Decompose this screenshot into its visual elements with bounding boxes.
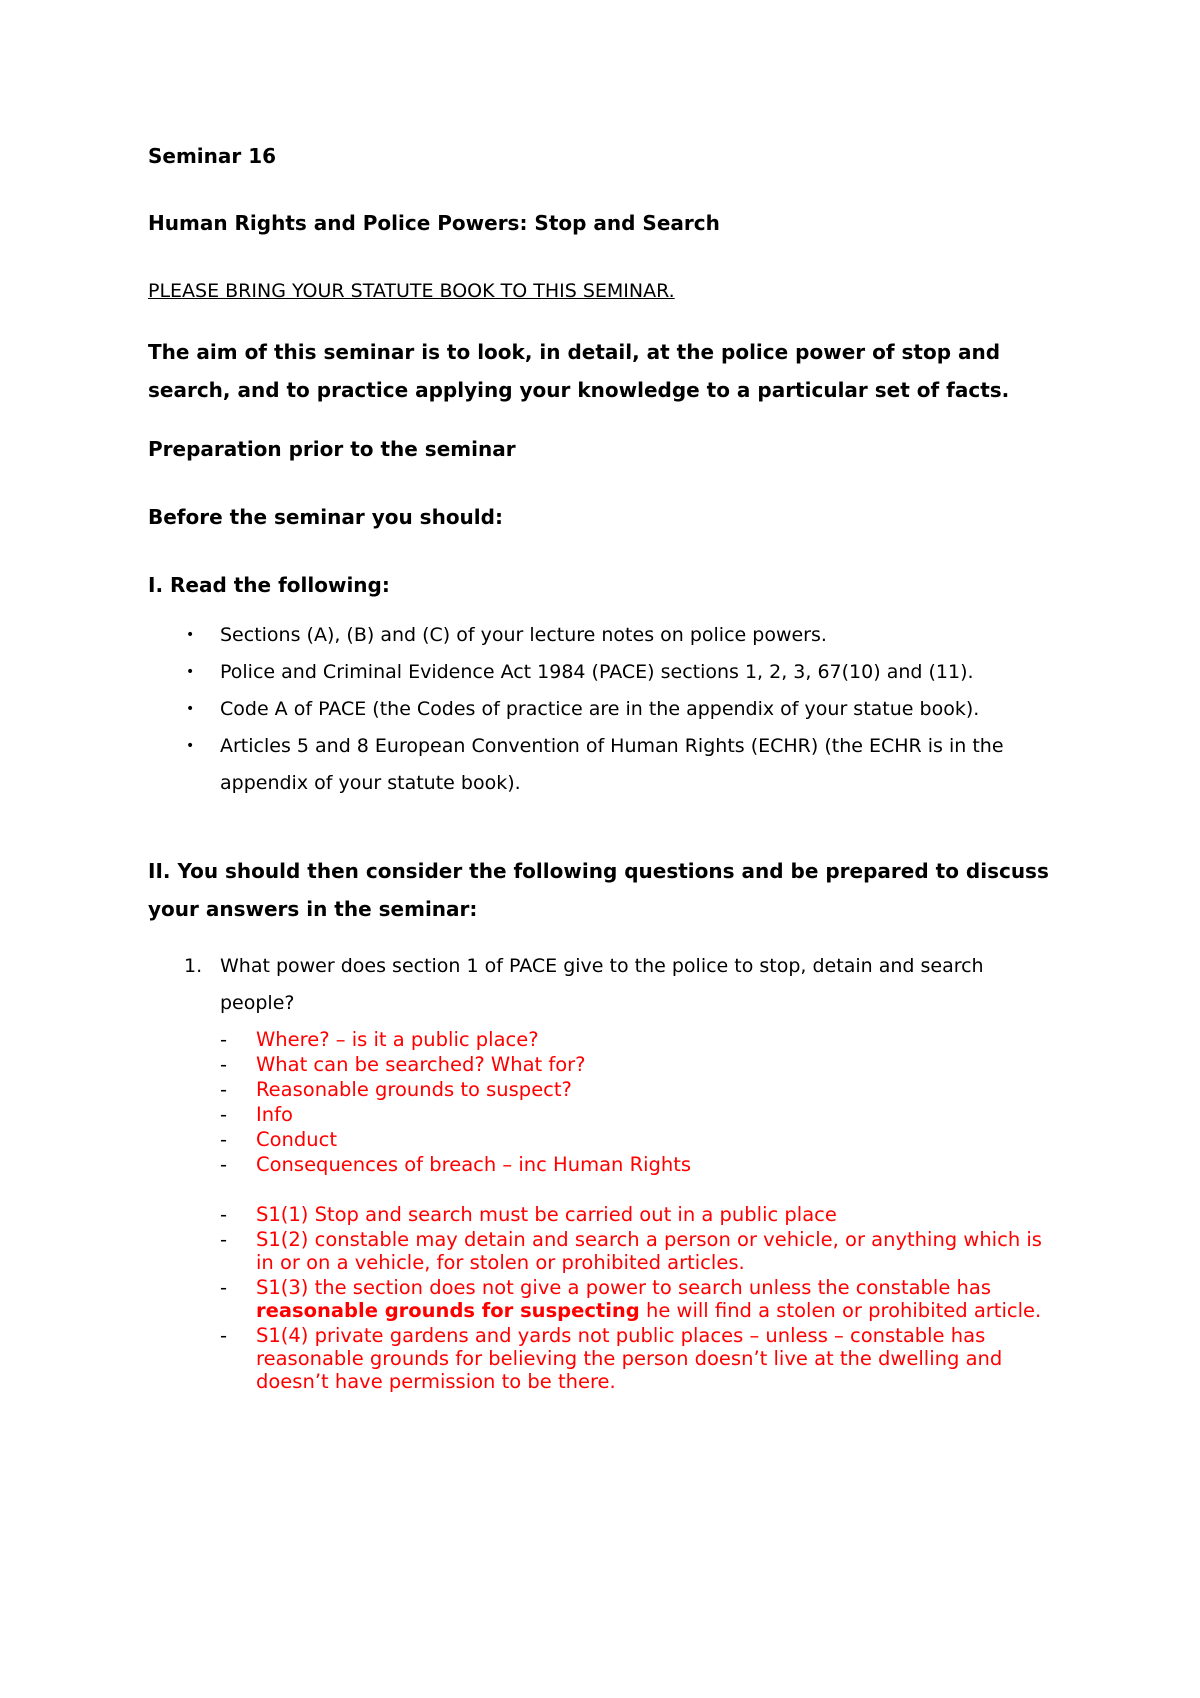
- reading-item-text: Sections (A), (B) and (C) of your lecture notes on police powers.: [220, 624, 827, 646]
- answer-point-text: Where? – is it a public place?: [256, 1028, 539, 1051]
- section-note-text: [256, 1276, 1041, 1322]
- answer-point-text: What can be searched? What for?: [256, 1053, 586, 1076]
- reading-list: [148, 617, 1052, 802]
- reasonable-grounds-emphasis: reasonable grounds for suspecting: [256, 1299, 640, 1322]
- dash-icon: -: [220, 1228, 228, 1251]
- dash-icon: -: [220, 1276, 228, 1299]
- bullet-icon: •: [186, 627, 195, 643]
- answer-point: [220, 1078, 1052, 1103]
- reading-item: [186, 691, 1052, 728]
- answer-point: [220, 1028, 1052, 1053]
- section-notes-list: [220, 1203, 1052, 1395]
- answer-points-list: [220, 1028, 1052, 1178]
- section-note: [220, 1324, 1052, 1395]
- question-number: 1.: [184, 955, 203, 977]
- section-note-text: S1(1) Stop and search must be carried out in a public place: [256, 1203, 837, 1226]
- section-note-text: S1(2) constable may detain and search a person or vehicle, or anything which is in or on a vehicle, for stolen or prohibited articles.: [256, 1228, 1042, 1274]
- seminar-title: Seminar 16: [148, 144, 277, 168]
- answer-point: [220, 1053, 1052, 1078]
- answer-point: [220, 1153, 1052, 1178]
- answer-point: [220, 1128, 1052, 1153]
- reading-item-text: Police and Criminal Evidence Act 1984 (PACE) sections 1, 2, 3, 67(10) and (11).: [220, 661, 974, 683]
- before-seminar-heading: Before the seminar you should:: [148, 505, 503, 529]
- dash-icon: -: [220, 1203, 228, 1226]
- answer-point-text: Consequences of breach – inc Human Rights: [256, 1153, 692, 1176]
- section-note: [220, 1228, 1052, 1276]
- section-note: [220, 1203, 1052, 1228]
- dash-icon: -: [220, 1053, 228, 1076]
- answer-point-text: Info: [256, 1103, 293, 1126]
- dash-icon: -: [220, 1128, 228, 1151]
- statute-book-notice: PLEASE BRING YOUR STATUTE BOOK TO THIS SEMINAR.: [148, 280, 675, 302]
- reading-heading: I. Read the following:: [148, 573, 390, 597]
- dash-icon: -: [220, 1324, 228, 1347]
- question-text: What power does section 1 of PACE give to the police to stop, detain and search people?: [220, 955, 984, 1014]
- reading-item: [186, 654, 1052, 691]
- section-note-text-part: S1(3) the section does not give a power to search unless the constable has: [256, 1276, 992, 1299]
- question-item: [184, 948, 1052, 1395]
- seminar-aim: The aim of this seminar is to look, in detail, at the police power of stop and search, and to practice applying your knowledge to a particular set of facts.: [148, 340, 1010, 402]
- preparation-heading: Preparation prior to the seminar: [148, 437, 516, 461]
- reading-item-text: Articles 5 and 8 European Convention of Human Rights (ECHR) (the ECHR is in the appendix of your statute book).: [220, 735, 1004, 794]
- dash-icon: -: [220, 1078, 228, 1101]
- questions-heading: II. You should then consider the following questions and be prepared to discuss your answers in the seminar:: [148, 859, 1049, 921]
- reading-item: [186, 617, 1052, 654]
- answer-point-text: Reasonable grounds to suspect?: [256, 1078, 572, 1101]
- answer-point: [220, 1103, 1052, 1128]
- reading-item: [186, 728, 1052, 802]
- section-note-text: S1(4) private gardens and yards not public places – unless – constable has reasonable grounds for believing the person doesn’t live at the dwelling and doesn’t have permission to be there.: [256, 1324, 1003, 1393]
- section-note: [220, 1276, 1052, 1324]
- questions-list: [148, 948, 1052, 1395]
- reading-item-text: Code A of PACE (the Codes of practice are in the appendix of your statue book).: [220, 698, 980, 720]
- dash-icon: -: [220, 1153, 228, 1176]
- seminar-subtitle: Human Rights and Police Powers: Stop and Search: [148, 211, 720, 235]
- bullet-icon: •: [186, 701, 195, 717]
- bullet-icon: •: [186, 664, 195, 680]
- answer-point-text: Conduct: [256, 1128, 338, 1151]
- dash-icon: -: [220, 1028, 228, 1051]
- dash-icon: -: [220, 1103, 228, 1126]
- section-note-text-part: he will find a stolen or prohibited article.: [639, 1299, 1042, 1322]
- bullet-icon: •: [186, 738, 195, 754]
